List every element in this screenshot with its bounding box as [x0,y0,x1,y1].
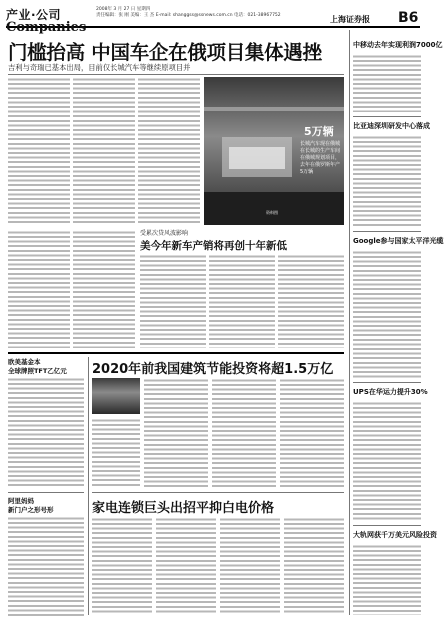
sidebar-divider [349,30,350,615]
lead-text-col1-cont [8,230,70,348]
lead-subhead: 吉利与奇瑞已基本出局，目前仅长城汽车等继续原项目并 [8,63,191,72]
left-story-rule [8,492,84,493]
story3-text-col1 [92,517,152,615]
story3-text-col2 [156,517,216,615]
masthead-date: 2008年 3 月 27 日 星期四 [96,7,151,12]
section-rule [8,352,344,354]
feature-text-col3 [278,254,344,348]
story3-text-col4 [284,517,344,615]
newspaper-brand: 上海证券报 [330,15,370,24]
lead-photo [204,77,344,225]
story3-headline: 家电连锁巨头出招平抑白电价格 [92,501,275,516]
left-col-divider [88,357,89,615]
sidebar-rule1 [353,116,421,117]
feature-headline: 美今年新车产销将再创十年新低 [140,240,287,252]
story2-text-col3 [212,378,276,488]
story2-photo [92,378,140,414]
masthead-meta [96,7,281,19]
lead-text-col2-cont [73,230,135,348]
sidebar-item3-head: Google参与国家太平洋光缆 [353,237,444,245]
story3-rule [92,492,344,493]
lead-text-col1 [8,77,70,225]
sidebar-item1-text [353,54,421,112]
sidebar-item5-text [353,544,421,615]
sidebar-item3-text [353,250,421,378]
feature-kicker: 受累次贷风波影响 [140,230,189,237]
sidebar-rule3 [353,382,421,383]
sidebar-item1-head: 中移动去年实现利润7000亿 [353,41,443,49]
sidebar-item2-head: 比亚迪深圳研发中心落成 [353,122,430,130]
left-story1-text [8,377,84,487]
sidebar-item4-head: UPS在华运力提升30% [353,388,428,396]
left-story1-head1: 欧美基金本 [8,358,41,366]
story3-text-col3 [220,517,280,615]
section-title-en: Companies [6,20,87,35]
lead-text-col2 [73,77,135,225]
section-title-cn: 产业·公司 [6,8,62,22]
story2-text-col2 [144,378,208,488]
lead-headline: 门槛抬高 中国车企在俄项目集体遇挫 [8,41,322,64]
story2-headline: 2020年前我国建筑节能投资将超1.5万亿 [92,362,334,377]
photo-credit: 资料图 [266,210,278,215]
masthead-editor-line: 责任编辑：张 刚 美编：王 杰 E-mail: shanggss@ssnews.com.cn 电话：021-38967752 [96,13,281,18]
left-story2-head2: 新门户之形号形 [8,506,54,514]
story2-text-col4 [280,378,344,488]
page-number: B6 [398,10,419,26]
left-story2-text [8,516,84,616]
left-story2-head1: 阿里妈妈 [8,497,34,505]
photo-badge: 5万辆 [304,125,334,138]
sidebar-item5-head: 大轨网获千万美元风险投资 [353,531,437,539]
lead-rule [8,74,344,75]
lead-text-col3 [138,77,200,225]
sidebar-rule2 [353,231,421,232]
sidebar-item2-text [353,135,421,227]
feature-text-col2 [209,254,275,348]
left-story1-head2: 全球牌照TFT乙亿元 [8,367,67,375]
sidebar-rule4 [353,525,421,526]
story2-text-col1 [92,418,140,488]
photo-caption: 长城汽车现在俄城在长城的生产车间在俄城规划项目，去年在俄罗斯年产5万辆 [300,141,341,175]
sidebar-item4-text [353,401,421,521]
feature-text-col1 [140,254,206,348]
